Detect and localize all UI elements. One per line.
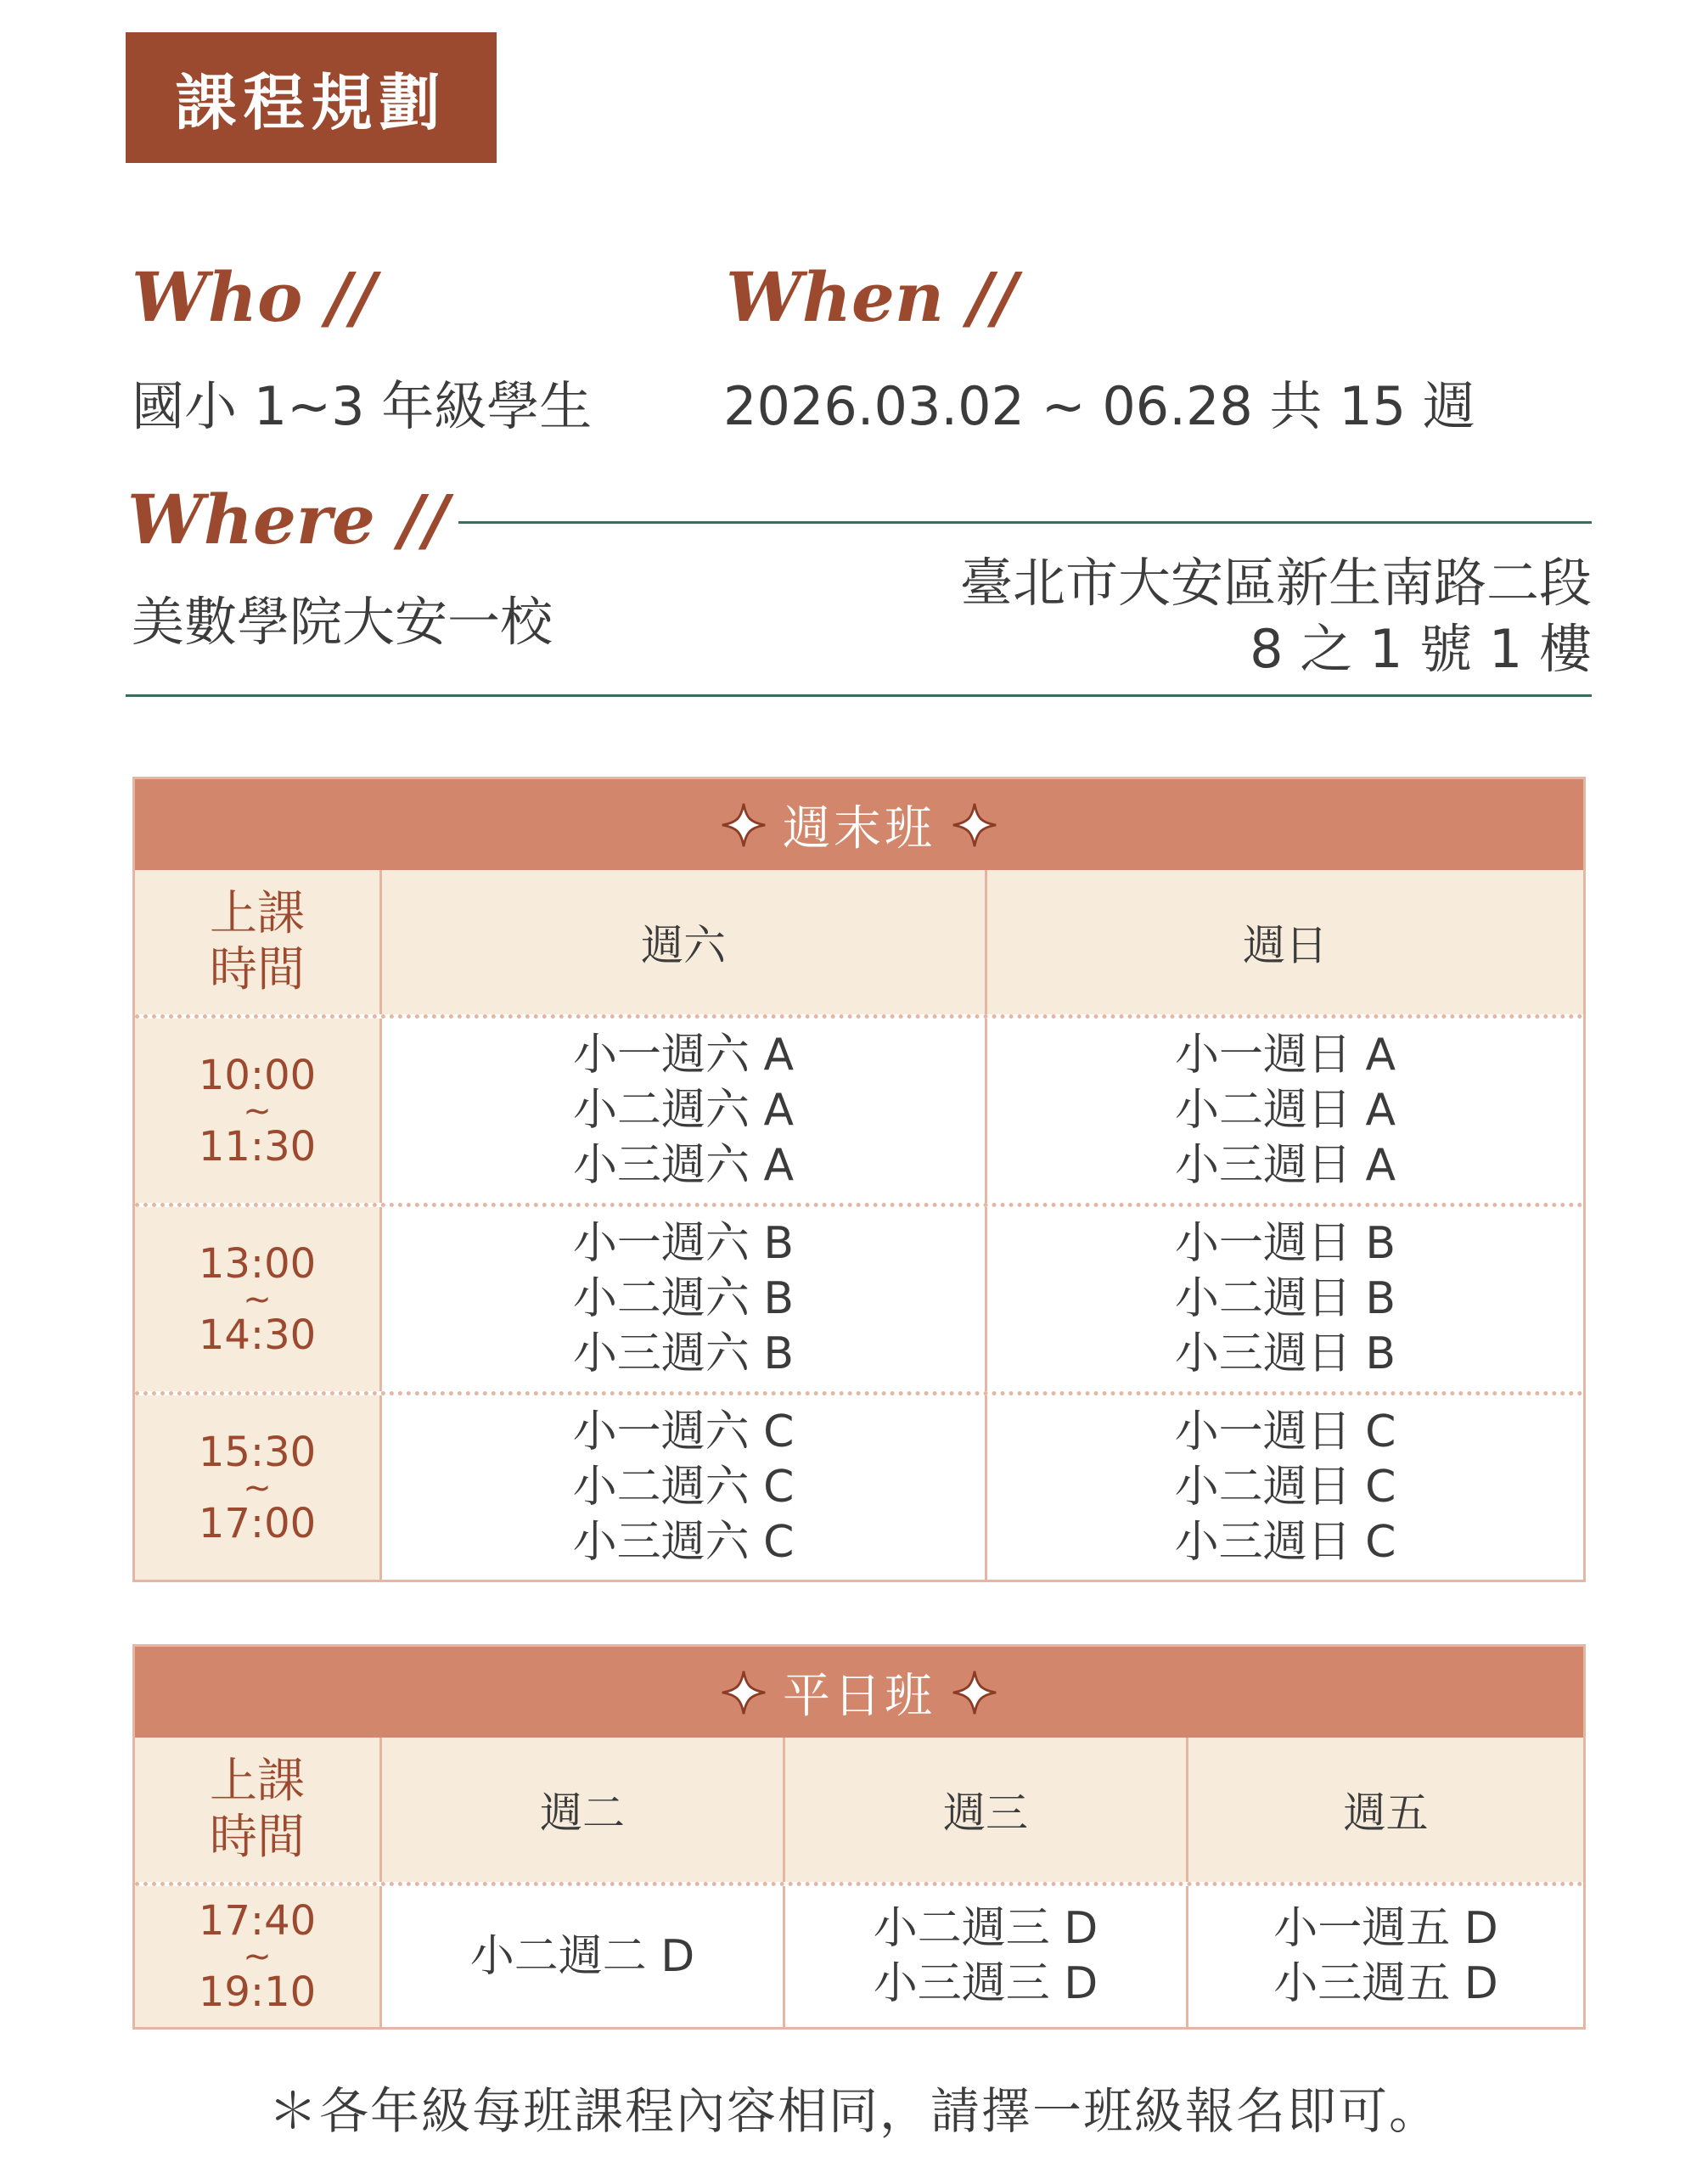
class-list: 小一週六 B 小二週六 B 小三週六 B [379,1207,985,1391]
day-header-sat: 週六 [379,870,985,1014]
when-value: 2026.03.02 ~ 06.28 共 15 週 [723,375,1475,437]
page-title: 課程規劃 [126,32,497,163]
weekend-title: 週末班 [783,800,935,856]
sparkle-icon [720,801,767,849]
where-address [828,550,1592,682]
class-list: 小一週日 C 小二週日 C 小三週日 C [985,1395,1583,1580]
weekend-table [132,777,1586,1582]
sparkle-icon [951,801,998,849]
weekday-title: 平日班 [783,1668,935,1724]
who-label: Who // [132,257,376,337]
day-header-sun: 週日 [985,870,1583,1014]
time-header: 上課 時間 [135,870,379,1014]
weekend-header [135,779,1583,870]
weekday-header [135,1647,1583,1738]
day-header-wed: 週三 [783,1738,1186,1882]
time-header: 上課 時間 [135,1738,379,1882]
weekday-header-row [135,1738,1583,1882]
table-row [135,1391,1583,1580]
sparkle-icon [720,1669,767,1716]
footnote: ＊各年級每班課程內容相同，請擇一班級報名即可。 [267,2082,1440,2140]
who-value: 國小 1~3 年級學生 [132,375,593,437]
class-list: 小一週六 C 小二週六 C 小三週六 C [379,1395,985,1580]
class-list: 小一週日 B 小二週日 B 小三週日 B [985,1207,1583,1391]
table-row [135,1882,1583,2027]
weekday-table [132,1644,1586,2030]
class-list: 小一週六 A 小二週六 A 小三週六 A [379,1019,985,1203]
section-divider [126,694,1592,697]
day-header-fri: 週五 [1186,1738,1583,1882]
address-line-2: 8 之 1 號 1 樓 [1250,618,1592,680]
where-rule [458,521,1592,524]
table-row [135,1014,1583,1203]
class-list: 小二週三 D 小三週三 D [783,1886,1186,2027]
day-header-tue: 週二 [379,1738,783,1882]
time-slot: 15:30 ~ 17:00 [135,1395,379,1580]
table-row [135,1203,1583,1391]
weekend-header-row [135,870,1583,1014]
class-list: 小一週日 A 小二週日 A 小三週日 A [985,1019,1583,1203]
time-slot: 13:00 ~ 14:30 [135,1207,379,1391]
where-label: Where // [127,480,449,559]
class-list: 小二週二 D [379,1886,783,2027]
where-value: 美數學院大安一校 [132,591,553,653]
sparkle-icon [951,1669,998,1716]
address-line-1: 臺北市大安區新生南路二段 [959,552,1592,614]
time-slot: 10:00 ~ 11:30 [135,1019,379,1203]
class-list: 小一週五 D 小三週五 D [1186,1886,1583,2027]
when-label: When // [726,257,1018,337]
time-slot: 17:40 ~ 19:10 [135,1886,379,2027]
